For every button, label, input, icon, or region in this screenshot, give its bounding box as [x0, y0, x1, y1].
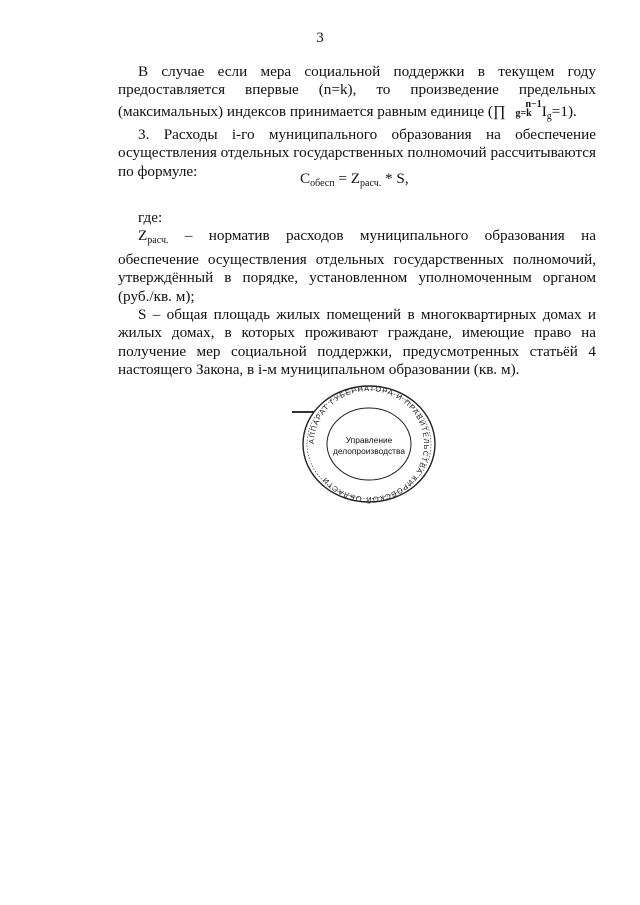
- definition-z-text: – норматив расходов муниципального образования на обеспечение осуществления отдельных государственных полномочий, утверждённый в порядке, установленном уполномоченным органом (руб./кв. м);: [118, 227, 596, 305]
- seal-center-line-1: Управление: [345, 435, 393, 445]
- paragraph-1: [118, 63, 596, 126]
- product-limits: [505, 100, 541, 118]
- definition-z-sub: расч.: [147, 235, 169, 247]
- formula-c: C: [300, 170, 311, 187]
- product-variable: I: [541, 102, 547, 120]
- product-upper: n−1: [525, 98, 542, 110]
- where-label: где:: [138, 209, 163, 226]
- definition-z-symbol: Z: [138, 227, 148, 245]
- product-symbol: ∏: [492, 102, 506, 120]
- formula-z-sub: расч.: [360, 178, 382, 189]
- official-seal: [292, 383, 446, 505]
- formula: [300, 170, 409, 189]
- seal-center-line-2: делопроизводства: [332, 446, 406, 456]
- paragraph-1-text: [118, 63, 596, 126]
- formula-rest: * S,: [381, 170, 409, 187]
- definition-z: [118, 227, 596, 306]
- paragraph-1-lead: В случае если мера социальной поддержки в текущем году предоставляется впервые (n=k), то произведение предельных (максимальных) индексов принимается равным единице (: [118, 63, 596, 120]
- formula-eq: = Z: [334, 170, 361, 187]
- product-variable-sub: g: [546, 110, 552, 122]
- product-lower: g=k: [515, 107, 532, 119]
- definition-s: S – общая площадь жилых помещений в многоквартирных домах и жилых домах, в которых проживают граждане, имеющие право на получение мер социальной поддержки, предусмотренных статьёй 4 настоящего Закона, в i-м муниципальном образовании (кв. м).: [118, 306, 596, 379]
- paragraph-2-text: 3. Расходы i-го муниципального образования на обеспечение осуществления отдельных государственных полномочий рассчитываются по формуле:: [118, 126, 596, 180]
- seal-ring-text: АППАРАТ ГУБЕРНАТОРА И ПРАВИТЕЛЬСТВА КИРОВСКОЙ ОБЛАСТИ: [306, 383, 432, 505]
- definitions: [118, 209, 596, 380]
- formula-c-sub: обесп: [310, 178, 335, 189]
- paragraph-1-tail: =1).: [551, 102, 577, 120]
- page-number: 3: [316, 30, 324, 46]
